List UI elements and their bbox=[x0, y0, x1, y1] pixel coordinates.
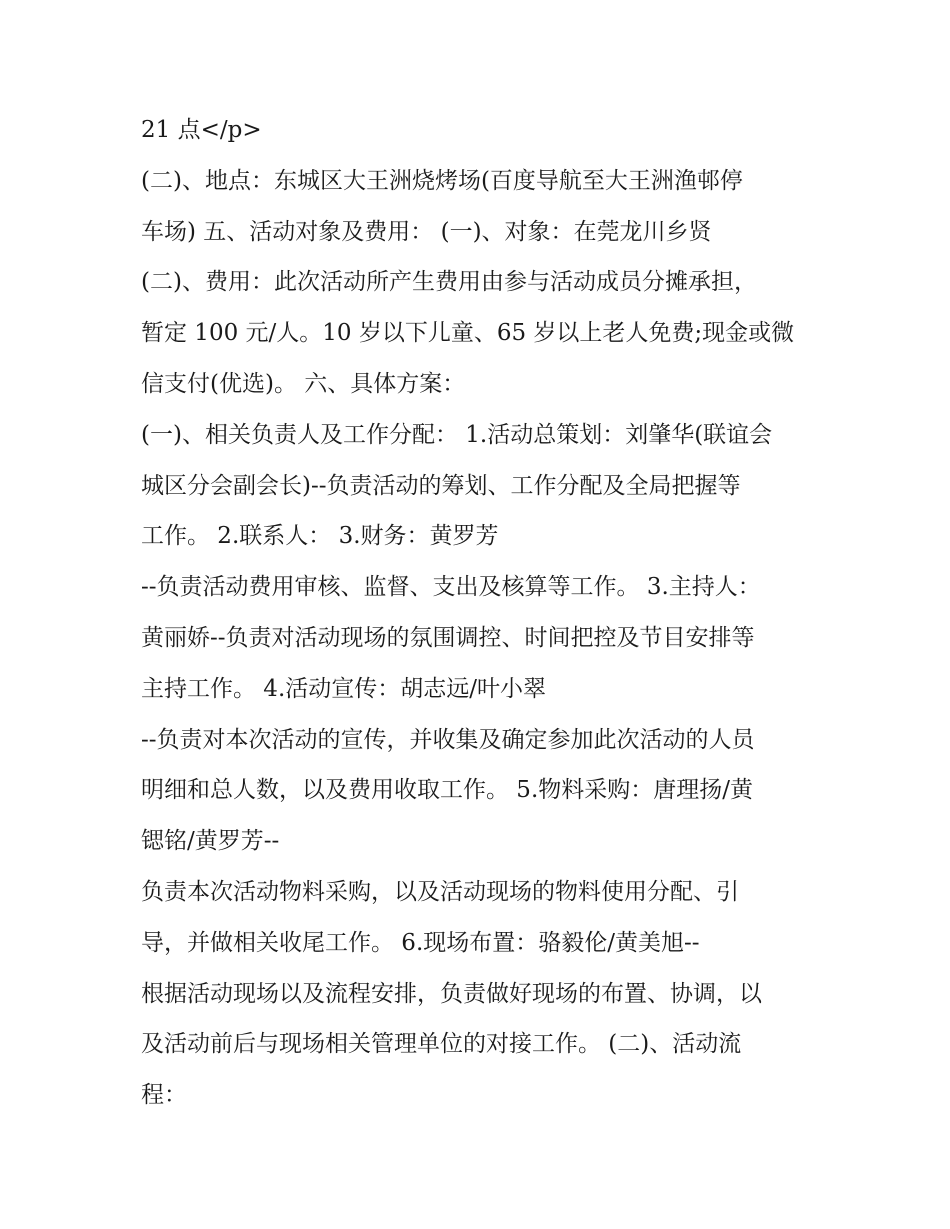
document-body bbox=[141, 110, 821, 1126]
text-line: 锶铭/黄罗芳-- bbox=[141, 828, 280, 855]
text-line: 城区分会副会长)--负责活动的筹划、工作分配及全局把握等 bbox=[141, 472, 741, 499]
text-line: 主持工作。 4.活动宣传：胡志远/叶小翠 bbox=[141, 675, 547, 702]
text-line: 导，并做相关收尾工作。 6.现场布置：骆毅伦/黄美旭-- bbox=[141, 929, 700, 956]
text-line: --负责活动费用审核、监督、支出及核算等工作。 3.主持人： bbox=[141, 574, 761, 601]
text-line: 黄丽娇--负责对活动现场的氛围调控、时间把控及节目安排等 bbox=[141, 624, 755, 651]
text-line: (二)、费用：此次活动所产生费用由参与活动成员分摊承担， bbox=[141, 269, 757, 296]
text-line: 21 点</p> bbox=[141, 117, 262, 143]
text-line: 信支付(优选)。 六、具体方案： bbox=[141, 370, 466, 397]
text-line: 暂定 100 元/人。10 岁以下儿童、65 岁以上老人免费;现金或微 bbox=[141, 320, 795, 347]
text-line: (一)、相关负责人及工作分配： 1.活动总策划：刘肇华(联谊会 bbox=[141, 421, 773, 448]
text-line: 工作。 2.联系人： 3.财务：黄罗芳 bbox=[141, 523, 499, 550]
text-line: 明细和总人数，以及费用收取工作。 5.物料采购：唐理扬/黄 bbox=[141, 777, 754, 804]
text-line: --负责对本次活动的宣传，并收集及确定参加此次活动的人员 bbox=[141, 726, 755, 753]
text-line: (二)、地点：东城区大王洲烧烤场(百度导航至大王洲渔邨停 bbox=[141, 167, 743, 194]
text-line: 根据活动现场以及流程安排，负责做好现场的布置、协调，以 bbox=[141, 980, 762, 1007]
text-line: 及活动前后与现场相关管理单位的对接工作。 (二)、活动流 bbox=[141, 1031, 742, 1058]
text-line: 车场) 五、活动对象及费用： (一)、对象：在莞龙川乡贤 bbox=[141, 218, 712, 245]
text-line: 程： bbox=[141, 1082, 187, 1109]
text-line: 负责本次活动物料采购，以及活动现场的物料使用分配、引 bbox=[141, 878, 739, 905]
